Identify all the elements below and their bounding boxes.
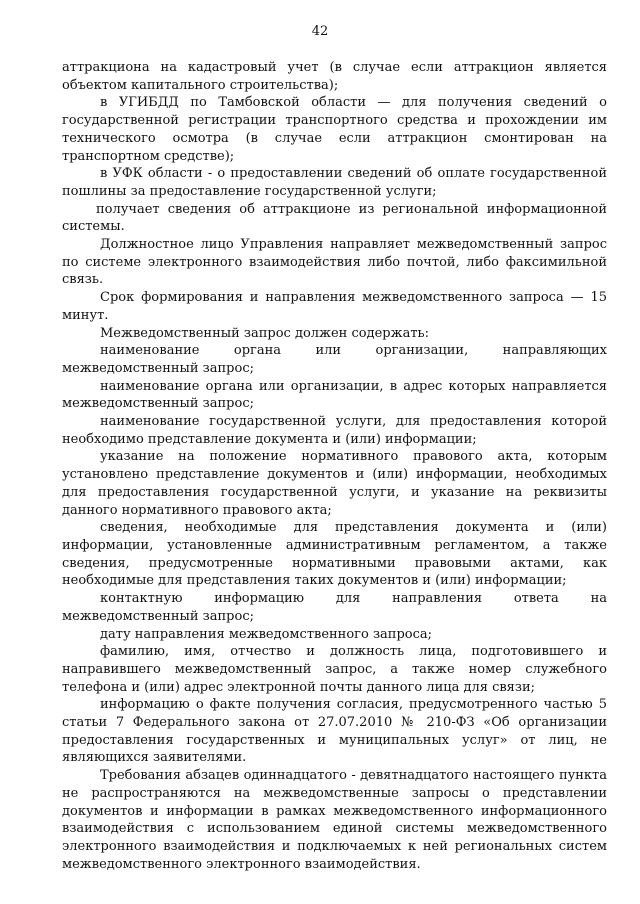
paragraph: контактную информацию для направления ответа на межведомственный запрос; <box>62 591 607 624</box>
page-number: 42 <box>311 24 329 39</box>
paragraph: наименование органа или организации, направляющих межведомственный запрос; <box>62 343 607 376</box>
paragraph: информацию о факте получения согласия, предусмотренного частью 5 статьи 7 Федерального закона от 27.07.2010 № 210-ФЗ «Об организации предоставления государственных и муниципальных услуг» от лиц, не являющихся заявителями. <box>62 697 607 766</box>
paragraph: дату направления межведомственного запроса; <box>100 626 433 642</box>
paragraph: Межведомственный запрос должен содержать: <box>100 325 429 341</box>
document-body <box>62 59 607 873</box>
paragraph: Срок формирования и направления межведомственного запроса — 15 минут. <box>62 290 607 323</box>
paragraph: Должностное лицо Управления направляет межведомственный запрос по системе электронного взаимодействия либо почтой, либо факсимильной связь. <box>62 237 607 288</box>
paragraph: в УФК области - о предоставлении сведений об оплате государственной пошлины за предоставление государственной услуги; <box>62 166 607 199</box>
paragraph: наименование органа или организации, в адрес которых направляется межведомственный запрос; <box>62 378 607 412</box>
paragraph: аттракциона на кадастровый учет (в случае если аттракцион является объектом капитального строительства); <box>62 60 607 93</box>
paragraph: сведения, необходимые для представления документа и (или) информации, установленные административным регламентом, а также сведения, предусмотренные нормативными правовыми актами, как необходимые для представления таких документов и (или) информации; <box>62 520 607 589</box>
paragraph: Требования абзацев одиннадцатого - девятнадцатого настоящего пункта не распространяются на межведомственные запросы о представлении документов и информации в рамках межведомственного информационного взаимодействия с использованием единой системы межведомственного электронного взаимодействия и подключаемых к ней региональных систем межведомственного электронного взаимодействия. <box>62 768 607 872</box>
paragraph: получает сведения об аттракционе из региональной информационной системы. <box>62 201 607 235</box>
paragraph: наименование государственной услуги, для предоставления которой необходимо представление документа и (или) информации; <box>62 414 607 447</box>
paragraph: фамилию, имя, отчество и должность лица, подготовившего и направившего межведомственный запрос, а также номер служебного телефона и (или) адрес электронной почты данного лица для связи; <box>62 644 607 695</box>
paragraph: указание на положение нормативного правового акта, которым установлено представление документов и (или) информации, необходимых для предоставления государственной услуги, и указание на реквизиты данного нормативного правового акта; <box>62 449 607 518</box>
paragraph: в УГИБДД по Тамбовской области — для получения сведений о государственной регистрации транспортного средства и прохождении им технического осмотра (в случае если аттракцион смонтирован на транспортном средстве); <box>62 95 607 164</box>
